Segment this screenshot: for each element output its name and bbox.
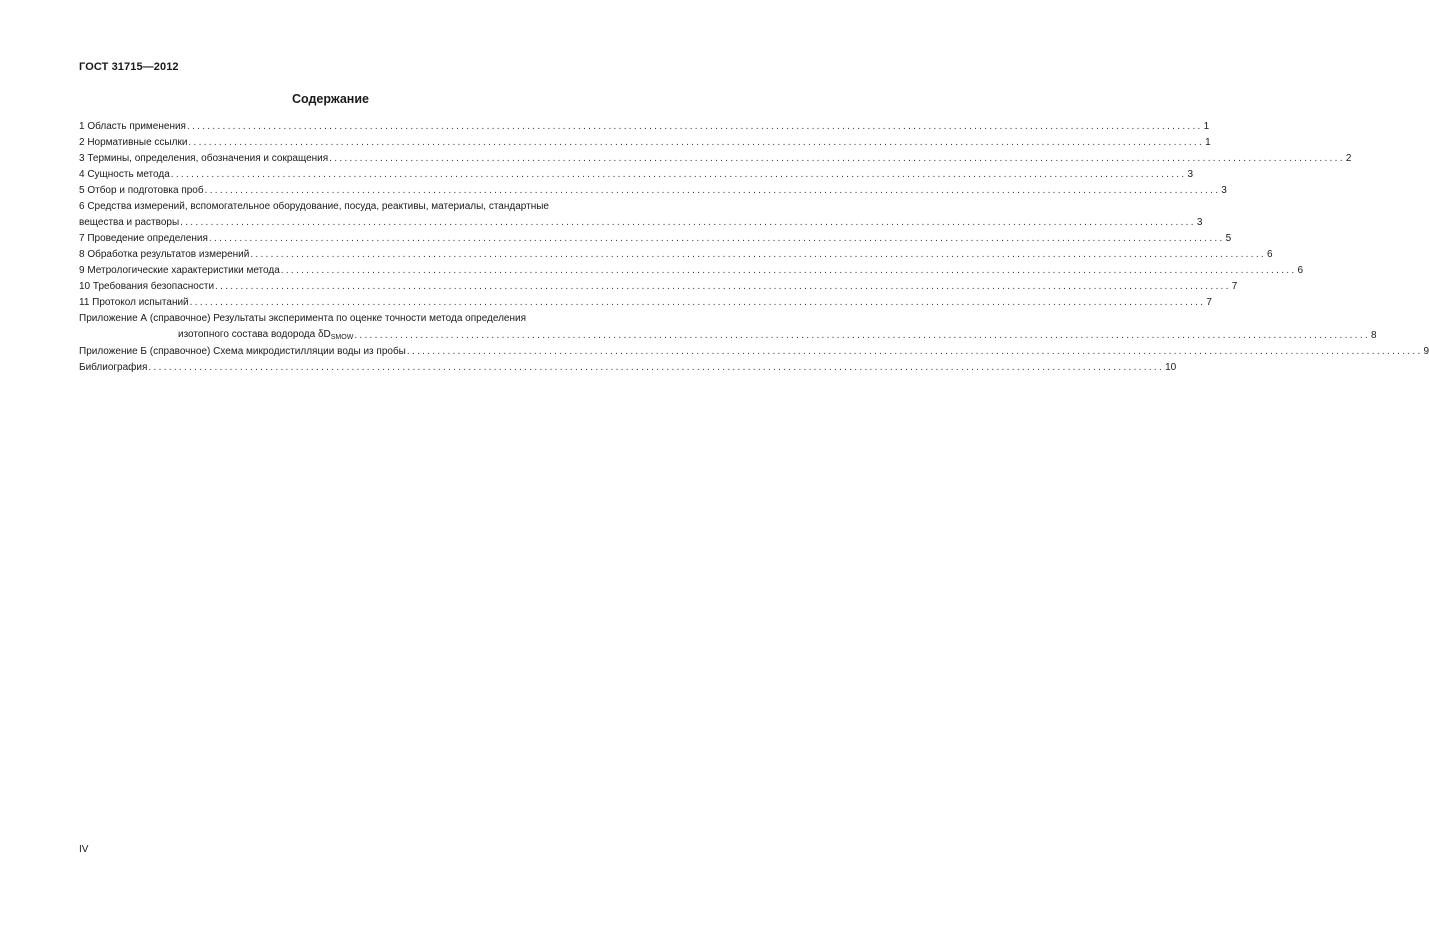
toc-entry-page: 7 <box>1231 281 1238 292</box>
toc-appendix-a[interactable] <box>79 311 1377 344</box>
table-of-contents <box>79 119 1429 376</box>
toc-entry-5[interactable] <box>79 183 1227 199</box>
leader-dots: ........................................................................................................................................................................................................ <box>406 346 1423 357</box>
document-header: ГОСТ 31715—2012 <box>79 61 179 73</box>
toc-entry-label-line2: вещества и растворы <box>79 217 180 228</box>
toc-entry-page: 6 <box>1267 249 1273 260</box>
toc-entry-1[interactable] <box>79 119 1210 135</box>
toc-entry-label: 4 Сущность метода <box>79 169 170 180</box>
leader-dots: ........................................................................................................................................................................................................ <box>188 137 1205 148</box>
toc-appendix-b[interactable] <box>79 344 1429 360</box>
toc-entry-label-line2: изотопного состава водорода $\delta D_{SMOW}$ <box>178 329 354 341</box>
toc-entry-page: 2 <box>1345 153 1352 164</box>
leader-dots: ........................................................................................................................................................................................................ <box>250 249 1266 260</box>
toc-entry-label: 7 Проведение определения <box>79 233 208 244</box>
toc-entry-6[interactable] <box>79 199 1203 231</box>
toc-entry-8[interactable] <box>79 247 1273 263</box>
toc-entry-3[interactable] <box>79 151 1352 167</box>
toc-entry-label: 2 Нормативные ссылки <box>79 137 188 148</box>
toc-entry-10[interactable] <box>79 279 1238 295</box>
leader-dots: ........................................................................................................................................................................................................ <box>186 121 1203 132</box>
leader-dots: ........................................................................................................................................................................................................ <box>170 169 1187 180</box>
toc-entry-label: 1 Область применения <box>79 121 186 132</box>
toc-entry-label: 5 Отбор и подготовка проб <box>79 185 204 196</box>
toc-title: Содержание <box>291 92 369 106</box>
toc-entry-page: 1 <box>1205 137 1211 148</box>
toc-entry-2[interactable] <box>79 135 1211 151</box>
toc-entry-page: 6 <box>1297 265 1303 276</box>
leader-dots: ........................................................................................................................................................................................................ <box>189 297 1206 308</box>
toc-entry-page: 3 <box>1187 169 1193 180</box>
leader-dots: ........................................................................................................................................................................................................ <box>148 362 1165 373</box>
toc-bibliography[interactable] <box>79 360 1177 376</box>
toc-entry-page: 8 <box>1370 330 1377 341</box>
leader-dots: ........................................................................................................................................................................................................ <box>280 265 1297 276</box>
toc-entry-label: 10 Требования безопасности <box>79 281 215 292</box>
smow-subscript: SMOW <box>330 334 354 341</box>
leader-dots: ........................................................................................................................................................................................................ <box>180 217 1196 228</box>
toc-entry-label: 3 Термины, определения, обозначения и сокращения <box>79 153 329 164</box>
leader-dots: ........................................................................................................................................................................................................ <box>204 185 1221 196</box>
toc-entry-11[interactable] <box>79 295 1212 311</box>
toc-entry-4[interactable] <box>79 167 1193 183</box>
toc-entry-page: 3 <box>1221 185 1227 196</box>
toc-entry-page: 10 <box>1165 362 1177 373</box>
toc-entry-page: 7 <box>1206 297 1212 308</box>
toc-entry-page: 3 <box>1196 217 1203 228</box>
leader-dots: ........................................................................................................................................................................................................ <box>215 281 1231 292</box>
toc-entry-page: 9 <box>1423 346 1429 357</box>
toc-entry-7[interactable] <box>79 231 1232 247</box>
toc-entry-9[interactable] <box>79 263 1303 279</box>
toc-entry-label: 11 Протокол испытаний <box>79 297 189 308</box>
toc-entry-label: 9 Метрологические характеристики метода <box>79 265 280 276</box>
leader-dots: ........................................................................................................................................................................................................ <box>354 330 1370 341</box>
page-number: IV <box>79 844 89 855</box>
toc-entry-label: Приложение Б (справочное) Схема микродистилляции воды из пробы <box>79 346 406 357</box>
toc-entry-page: 1 <box>1203 121 1210 132</box>
toc-entry-label-line1: 6 Средства измерений, вспомогательное оборудование, посуда, реактивы, материалы, стандартные <box>79 201 549 212</box>
leader-dots: ........................................................................................................................................................................................................ <box>329 153 1345 164</box>
toc-entry-page: 5 <box>1225 233 1232 244</box>
leader-dots: ........................................................................................................................................................................................................ <box>208 233 1225 244</box>
toc-entry-label: Библиография <box>79 362 148 373</box>
toc-entry-label: 8 Обработка результатов измерений <box>79 249 250 260</box>
toc-entry-label-line1: Приложение А (справочное) Результаты эксперимента по оценке точности метода определения <box>79 313 527 324</box>
